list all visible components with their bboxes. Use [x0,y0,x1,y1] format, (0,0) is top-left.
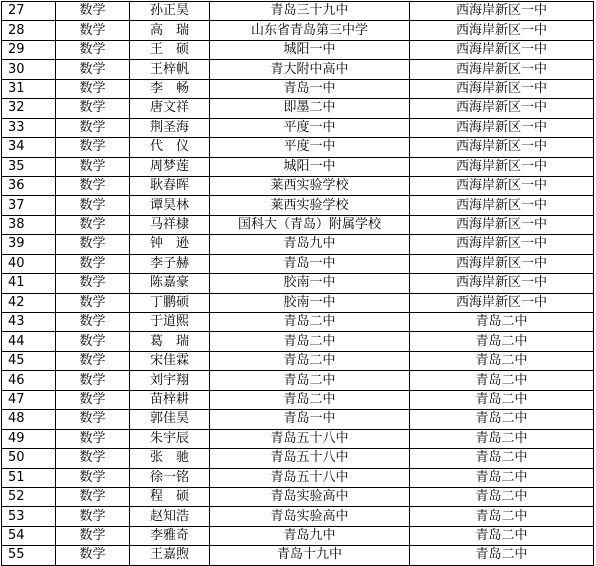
origin-school-cell[interactable]: 青岛九中 [210,235,410,254]
origin-school-cell[interactable]: 青岛二中 [210,313,410,332]
origin-school-cell[interactable]: 山东省青岛第三中学 [210,21,410,40]
table-row [2,118,594,137]
row-number-cell[interactable]: 37 [2,196,56,215]
subject-cell[interactable]: 数学 [56,79,130,98]
student-name-cell[interactable]: 宋佳霖 [130,351,210,370]
student-name-cell[interactable]: 葛 瑞 [130,332,210,351]
row-number-cell[interactable]: 27 [2,2,56,21]
subject-cell[interactable]: 数学 [56,99,130,118]
table-row [2,21,594,40]
table-row [2,274,594,293]
row-number-cell[interactable]: 42 [2,293,56,312]
origin-school-cell[interactable]: 平度一中 [210,138,410,157]
origin-school-cell[interactable]: 青岛五十八中 [210,449,410,468]
student-name-cell[interactable]: 李子赫 [130,254,210,273]
subject-cell[interactable]: 数学 [56,157,130,176]
table-row [2,526,594,545]
subject-cell[interactable]: 数学 [56,429,130,448]
row-number-cell[interactable]: 41 [2,274,56,293]
assigned-school-cell[interactable]: 西海岸新区一中 [410,40,594,59]
assigned-school-cell[interactable]: 西海岸新区一中 [410,196,594,215]
student-name-cell[interactable]: 徐一铭 [130,468,210,487]
row-number-cell[interactable]: 29 [2,40,56,59]
table-row [2,313,594,332]
row-number-cell[interactable]: 50 [2,449,56,468]
row-number-cell[interactable]: 33 [2,118,56,137]
student-name-cell[interactable]: 陈嘉豪 [130,274,210,293]
subject-cell[interactable]: 数学 [56,371,130,390]
row-number-cell[interactable]: 49 [2,429,56,448]
assigned-school-cell[interactable]: 西海岸新区一中 [410,138,594,157]
row-number-cell[interactable]: 51 [2,468,56,487]
table-row [2,332,594,351]
assigned-school-cell[interactable]: 青岛二中 [410,371,594,390]
subject-cell[interactable]: 数学 [56,118,130,137]
assigned-school-cell[interactable]: 西海岸新区一中 [410,293,594,312]
student-name-cell[interactable]: 钟 逊 [130,235,210,254]
origin-school-cell[interactable]: 胶南一中 [210,293,410,312]
assigned-school-cell[interactable]: 西海岸新区一中 [410,254,594,273]
assigned-school-cell[interactable]: 青岛二中 [410,546,594,565]
subject-cell[interactable]: 数学 [56,332,130,351]
student-name-cell[interactable]: 周梦莲 [130,157,210,176]
assigned-school-cell[interactable]: 青岛二中 [410,332,594,351]
origin-school-cell[interactable]: 平度一中 [210,118,410,137]
student-name-cell[interactable]: 刘宇翔 [130,371,210,390]
student-name-cell[interactable]: 李 畅 [130,79,210,98]
table-row [2,390,594,409]
subject-cell[interactable]: 数学 [56,487,130,506]
roster-table-body [2,2,594,566]
subject-cell[interactable]: 数学 [56,449,130,468]
subject-cell[interactable]: 数学 [56,526,130,545]
assigned-school-cell[interactable]: 西海岸新区一中 [410,21,594,40]
origin-school-cell[interactable]: 青岛二中 [210,371,410,390]
subject-cell[interactable]: 数学 [56,21,130,40]
subject-cell[interactable]: 数学 [56,351,130,370]
row-number-cell[interactable]: 46 [2,371,56,390]
assigned-school-cell[interactable]: 西海岸新区一中 [410,79,594,98]
subject-cell[interactable]: 数学 [56,546,130,565]
student-name-cell[interactable]: 谭昊林 [130,196,210,215]
student-name-cell[interactable]: 赵知浩 [130,507,210,526]
origin-school-cell[interactable]: 青岛实验高中 [210,507,410,526]
table-row [2,371,594,390]
origin-school-cell[interactable]: 即墨二中 [210,99,410,118]
assigned-school-cell[interactable]: 西海岸新区一中 [410,235,594,254]
student-name-cell[interactable]: 李雅奇 [130,526,210,545]
assigned-school-cell[interactable]: 西海岸新区一中 [410,2,594,21]
subject-cell[interactable]: 数学 [56,293,130,312]
table-row [2,157,594,176]
assigned-school-cell[interactable]: 青岛二中 [410,390,594,409]
student-name-cell[interactable]: 朱宇辰 [130,429,210,448]
table-row [2,196,594,215]
student-name-cell[interactable]: 程 硕 [130,487,210,506]
subject-cell[interactable]: 数学 [56,196,130,215]
student-name-cell[interactable]: 荆圣海 [130,118,210,137]
table-row [2,468,594,487]
roster-table [1,1,594,566]
subject-cell[interactable]: 数学 [56,390,130,409]
origin-school-cell[interactable]: 青岛三十九中 [210,2,410,21]
subject-cell[interactable]: 数学 [56,215,130,234]
table-row [2,79,594,98]
student-name-cell[interactable]: 王梓帆 [130,60,210,79]
subject-cell[interactable]: 数学 [56,410,130,429]
subject-cell[interactable]: 数学 [56,507,130,526]
student-name-cell[interactable]: 郭佳昊 [130,410,210,429]
origin-school-cell[interactable]: 青岛一中 [210,410,410,429]
origin-school-cell[interactable]: 城阳一中 [210,157,410,176]
origin-school-cell[interactable]: 莱西实验学校 [210,176,410,195]
table-row [2,40,594,59]
student-name-cell[interactable]: 王 硕 [130,40,210,59]
origin-school-cell[interactable]: 青岛十九中 [210,546,410,565]
assigned-school-cell[interactable]: 青岛二中 [410,507,594,526]
row-number-cell[interactable]: 45 [2,351,56,370]
table-row [2,293,594,312]
origin-school-cell[interactable]: 青岛实验高中 [210,487,410,506]
assigned-school-cell[interactable]: 西海岸新区一中 [410,118,594,137]
table-row [2,410,594,429]
assigned-school-cell[interactable]: 西海岸新区一中 [410,99,594,118]
student-name-cell[interactable]: 王嘉煦 [130,546,210,565]
row-number-cell[interactable]: 38 [2,215,56,234]
origin-school-cell[interactable]: 青岛一中 [210,254,410,273]
table-row [2,138,594,157]
origin-school-cell[interactable]: 青岛五十八中 [210,468,410,487]
row-number-cell[interactable]: 48 [2,410,56,429]
subject-cell[interactable]: 数学 [56,60,130,79]
table-row [2,176,594,195]
subject-cell[interactable]: 数学 [56,254,130,273]
origin-school-cell[interactable]: 青岛二中 [210,390,410,409]
row-number-cell[interactable]: 30 [2,60,56,79]
assigned-school-cell[interactable]: 青岛二中 [410,449,594,468]
row-number-cell[interactable]: 52 [2,487,56,506]
row-number-cell[interactable]: 53 [2,507,56,526]
assigned-school-cell[interactable]: 青岛二中 [410,468,594,487]
student-name-cell[interactable]: 耿春晖 [130,176,210,195]
row-number-cell[interactable]: 43 [2,313,56,332]
subject-cell[interactable]: 数学 [56,468,130,487]
origin-school-cell[interactable]: 青岛二中 [210,351,410,370]
origin-school-cell[interactable]: 青岛二中 [210,332,410,351]
row-number-cell[interactable]: 54 [2,526,56,545]
subject-cell[interactable]: 数学 [56,235,130,254]
table-row [2,351,594,370]
table-row [2,2,594,21]
assigned-school-cell[interactable]: 青岛二中 [410,351,594,370]
table-row [2,507,594,526]
origin-school-cell[interactable]: 青岛一中 [210,79,410,98]
table-row [2,449,594,468]
table-row [2,429,594,448]
subject-cell[interactable]: 数学 [56,176,130,195]
student-name-cell[interactable]: 代 仪 [130,138,210,157]
row-number-cell[interactable]: 55 [2,546,56,565]
table-row [2,99,594,118]
table-row [2,235,594,254]
row-number-cell[interactable]: 35 [2,157,56,176]
row-number-cell[interactable]: 40 [2,254,56,273]
origin-school-cell[interactable]: 国科大（青岛）附属学校 [210,215,410,234]
row-number-cell[interactable]: 31 [2,79,56,98]
origin-school-cell[interactable]: 青大附中高中 [210,60,410,79]
origin-school-cell[interactable]: 胶南一中 [210,274,410,293]
origin-school-cell[interactable]: 城阳一中 [210,40,410,59]
assigned-school-cell[interactable]: 青岛二中 [410,526,594,545]
origin-school-cell[interactable]: 青岛九中 [210,526,410,545]
table-row [2,60,594,79]
student-name-cell[interactable]: 高 瑞 [130,21,210,40]
student-name-cell[interactable]: 苗梓耕 [130,390,210,409]
table-row [2,546,594,565]
subject-cell[interactable]: 数学 [56,40,130,59]
origin-school-cell[interactable]: 青岛五十八中 [210,429,410,448]
subject-cell[interactable]: 数学 [56,138,130,157]
row-number-cell[interactable]: 47 [2,390,56,409]
assigned-school-cell[interactable]: 西海岸新区一中 [410,176,594,195]
assigned-school-cell[interactable]: 西海岸新区一中 [410,215,594,234]
student-name-cell[interactable]: 张 驰 [130,449,210,468]
student-name-cell[interactable]: 孙正昊 [130,2,210,21]
assigned-school-cell[interactable]: 青岛二中 [410,487,594,506]
subject-cell[interactable]: 数学 [56,274,130,293]
table-row [2,254,594,273]
row-number-cell[interactable]: 39 [2,235,56,254]
assigned-school-cell[interactable]: 西海岸新区一中 [410,60,594,79]
student-name-cell[interactable]: 丁鹏硕 [130,293,210,312]
row-number-cell[interactable]: 44 [2,332,56,351]
row-number-cell[interactable]: 36 [2,176,56,195]
student-name-cell[interactable]: 于道熙 [130,313,210,332]
row-number-cell[interactable]: 34 [2,138,56,157]
assigned-school-cell[interactable]: 青岛二中 [410,410,594,429]
assigned-school-cell[interactable]: 西海岸新区一中 [410,274,594,293]
row-number-cell[interactable]: 32 [2,99,56,118]
student-name-cell[interactable]: 唐文祥 [130,99,210,118]
table-row [2,215,594,234]
table-row [2,487,594,506]
subject-cell[interactable]: 数学 [56,313,130,332]
student-name-cell[interactable]: 马祥棣 [130,215,210,234]
assigned-school-cell[interactable]: 西海岸新区一中 [410,157,594,176]
assigned-school-cell[interactable]: 青岛二中 [410,313,594,332]
subject-cell[interactable]: 数学 [56,2,130,21]
row-number-cell[interactable]: 28 [2,21,56,40]
assigned-school-cell[interactable]: 青岛二中 [410,429,594,448]
origin-school-cell[interactable]: 莱西实验学校 [210,196,410,215]
